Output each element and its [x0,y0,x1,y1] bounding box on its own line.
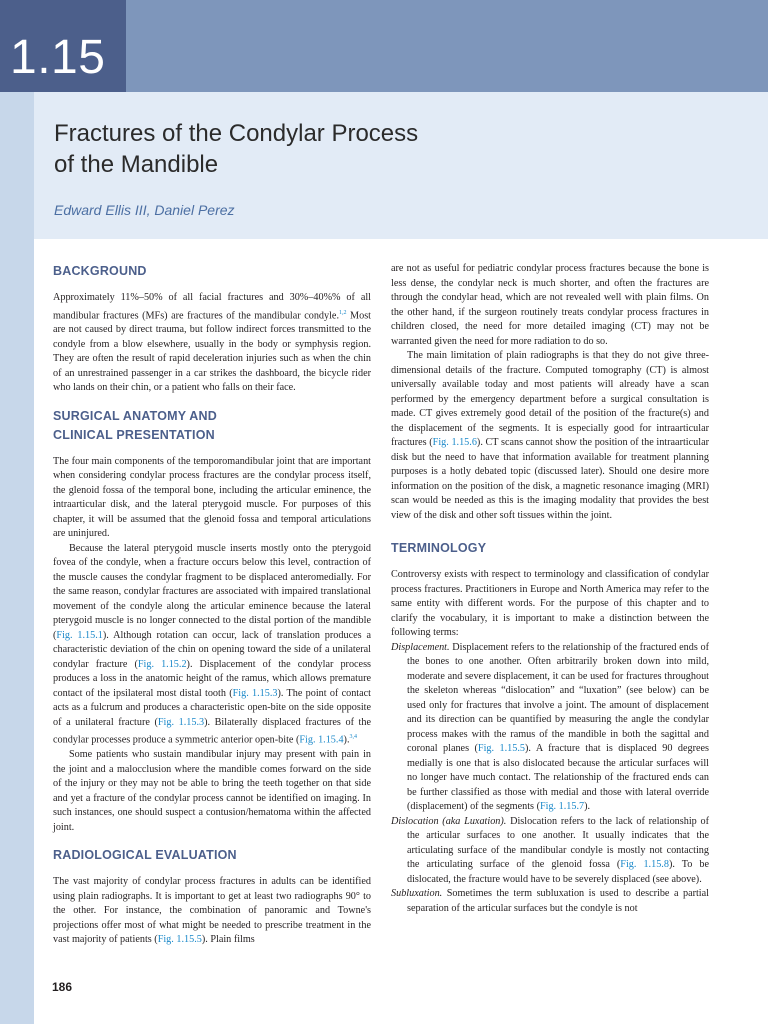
anatomy-paragraph-3: Some patients who sustain mandibular injury may present with pain in the joint and a malocclusion where the mandible comes forward on the side of the injury or they may not be able to bring the teeth together on that side and yet a fracture of the condylar process cannot be identified on imaging. In such instances, one should suspect a contusion/hematoma within the affected joint. [53,749,371,833]
radiological-paragraph-2: are not as useful for pediatric condylar process fractures because the bone is less dense, the condylar neck is much shorter, and often the fractures are through the condylar head, which are not revealed well with plain films. On the other hand, if the surgeon routinely treats condylar process fractures in children closed, the need for more detailed imaging (CT) may not be warranted given the need for more radiation to do so. [391,263,709,347]
figure-link[interactable]: Fig. 1.15.1 [56,629,103,641]
section-radiological [53,846,371,948]
radiological-paragraph: The vast majority of condylar process fractures in adults can be identified using plain radiographs. It is important to get at least two radiographs 90° to the other. For instance, the combination of panoramic and Towne's projections offer most of what might be needed to prescribe treatment in the vast majority of patients (Fig. 1.15.5). Plain films [53,876,371,946]
figure-link[interactable]: Fig. 1.15.7 [539,801,585,812]
figure-link[interactable]: Fig. 1.15.5 [477,743,526,754]
section-anatomy [53,407,371,835]
chapter-authors: Edward Ellis III, Daniel Perez [54,202,235,218]
terminology-intro: Controversy exists with respect to terminology and classification of condylar process fractures. Practitioners in Europe and North America may refer to the same entity with different words. For the purpose of this chapter and to clarify the vocabulary, it is important to make a distinction between the following terms: [391,569,709,638]
figure-link[interactable]: Fig. 1.15.5 [157,934,202,946]
chapter-number: 1.15 [10,31,106,84]
anatomy-paragraph-1: The four main components of the temporomandibular joint that are important when considering condylar process fractures are the condylar process itself, the glenoid fossa of the temporal bone, including the articular eminence, the intraarticular disk, and the lateral pterygoid muscle. For purposes of this chapter, it will be assumed that the glenoid fossa and temporal articulations are uninjured. [53,455,371,540]
chapter-title [54,118,418,180]
background-heading: BACKGROUND [53,264,147,278]
term-dislocation: Dislocation (aka Luxation). Dislocation refers to the lack of relationship of the articular surfaces to one another. It usually indicates that the articulating surface of the mandibular condyle is mostly not contacting the articulating surface of the glenoid fossa (Fig. 1.15.8). To be dislocated, the fracture would have to be severely displaced (see above). [391,815,710,885]
title-band [34,92,768,239]
term-subluxation: Subluxation. Sometimes the term subluxation is used to describe a partial separation of the articular surfaces but the condyle is not [391,888,709,914]
right-column [391,262,709,927]
background-paragraph: Approximately 11%–50% of all facial fractures and 30%–40%% of all mandibular fractures (MFs) are fractures of the mandibular condyle.$^{1,2}$ Most are not caused by direct trauma, but follow indirect forces transmitted to the condyle from a blow elsewhere, usually in the body or symphysis region. They are often the result of rapid deceleration injuries such as when the chin of an unrestrained passenger in a car strikes the dashboard, the bicycle rider who lands on their chin, or a patient who falls on their face. [53,292,371,394]
terminology-heading: TERMINOLOGY [391,541,487,555]
anatomy-paragraph-2: Because the lateral pterygoid muscle inserts mostly onto the pterygoid fovea of the condyle, when a fracture occurs below this level, contraction of the muscle causes the condylar fragment to be displaced anteromedially. For the same reason, condylar fractures are associated with impaired translational movement of the condyle along the articular eminence because the lateral pterygoid muscle is no longer connected to the distal portion of the mandible (Fig. 1.15.1). Although rotation can occur, lack of translation produces a characteristic deviation of the chin on opening toward the side of a unilateral condylar fracture (Fig. 1.15.2). Displacement of the condylar process produces a loss in the anatomic height of the ramus, which allows premature contact of the ipsilateral most distal tooth (Fig. 1.15.3). The point of contact acts as a fulcrum and produces a characteristic open-bite on the side opposite of a unilateral fracture (Fig. 1.15.3). Bilaterally displaced fractures of the condylar processes produce a symmetric anterior open-bite (Fig. 1.15.4).$^{3,4}$ [53,542,372,746]
term-displacement: Displacement. Displacement refers to the relationship of the fractured ends of the bones to one another. Often arbitrarily broken down into mild, moderate and severe displacement, it can be used for fractures throughout the skeleton whereas “dislocation” and “luxation” (see below) can be used only for fractures that involve a joint. The amount of displacement and its direction can be quantified by measuring the angle the condylar process makes with the ramus of the mandible in both the sagittal and coronal planes (Fig. 1.15.5). A fracture that is displaced 90 degrees medially is one that is also dislocated because the articular surfaces will no longer have much contact. The relationship of the fractured ends can be further classified as those with medial and those with lateral override (displacement) of the segments (Fig. 1.15.7). [391,641,710,812]
chapter-title-line-1: Fractures of the Condylar Process [54,120,419,147]
figure-link[interactable]: Fig. 1.15.2 [137,658,187,670]
figure-link[interactable]: Fig. 1.15.3 [157,716,205,728]
chapter-number-box [0,0,126,92]
section-radiological-continued [391,262,709,523]
figure-link[interactable]: Fig. 1.15.4 [299,734,344,746]
left-column [53,262,371,959]
citation-superscript: 3,4 [349,734,357,741]
figure-link[interactable]: Fig. 1.15.8 [620,859,669,870]
anatomy-heading: SURGICAL ANATOMY AND CLINICAL PRESENTATION [53,408,217,442]
section-background [53,262,371,396]
figure-link[interactable]: Fig. 1.15.6 [432,437,477,448]
section-terminology [391,539,709,916]
figure-link[interactable]: Fig. 1.15.3 [232,687,278,699]
left-margin-bar [0,0,34,1024]
radiological-heading: RADIOLOGICAL EVALUATION [53,848,237,863]
radiological-paragraph-3: The main limitation of plain radiographs is that they do not give three-dimensional details of the fracture. Computed tomography (CT) is almost universally available today and most patients will already have a scan performed by the emergency department before a surgical consultation is made. CT gives extremely good detail of the position of the fracture(s) and the displacement of the segments. It is especially good for intraarticular fractures (Fig. 1.15.6). CT scans cannot show the position of the intraarticular disk but the need to have that information available for treatment planning purposes is a hotly debated topic (discussed later). Should one desire more information on the position of the disk, a magnetic resonance imaging (MRI) scan would be needed as this is the imaging modality that provides the best view of the disk and other soft tissues within the joint. [391,350,709,521]
citation-superscript: 1,2 [339,309,347,316]
chapter-title-line-2: of the Mandible [54,151,219,178]
page-number: 186 [52,980,73,994]
